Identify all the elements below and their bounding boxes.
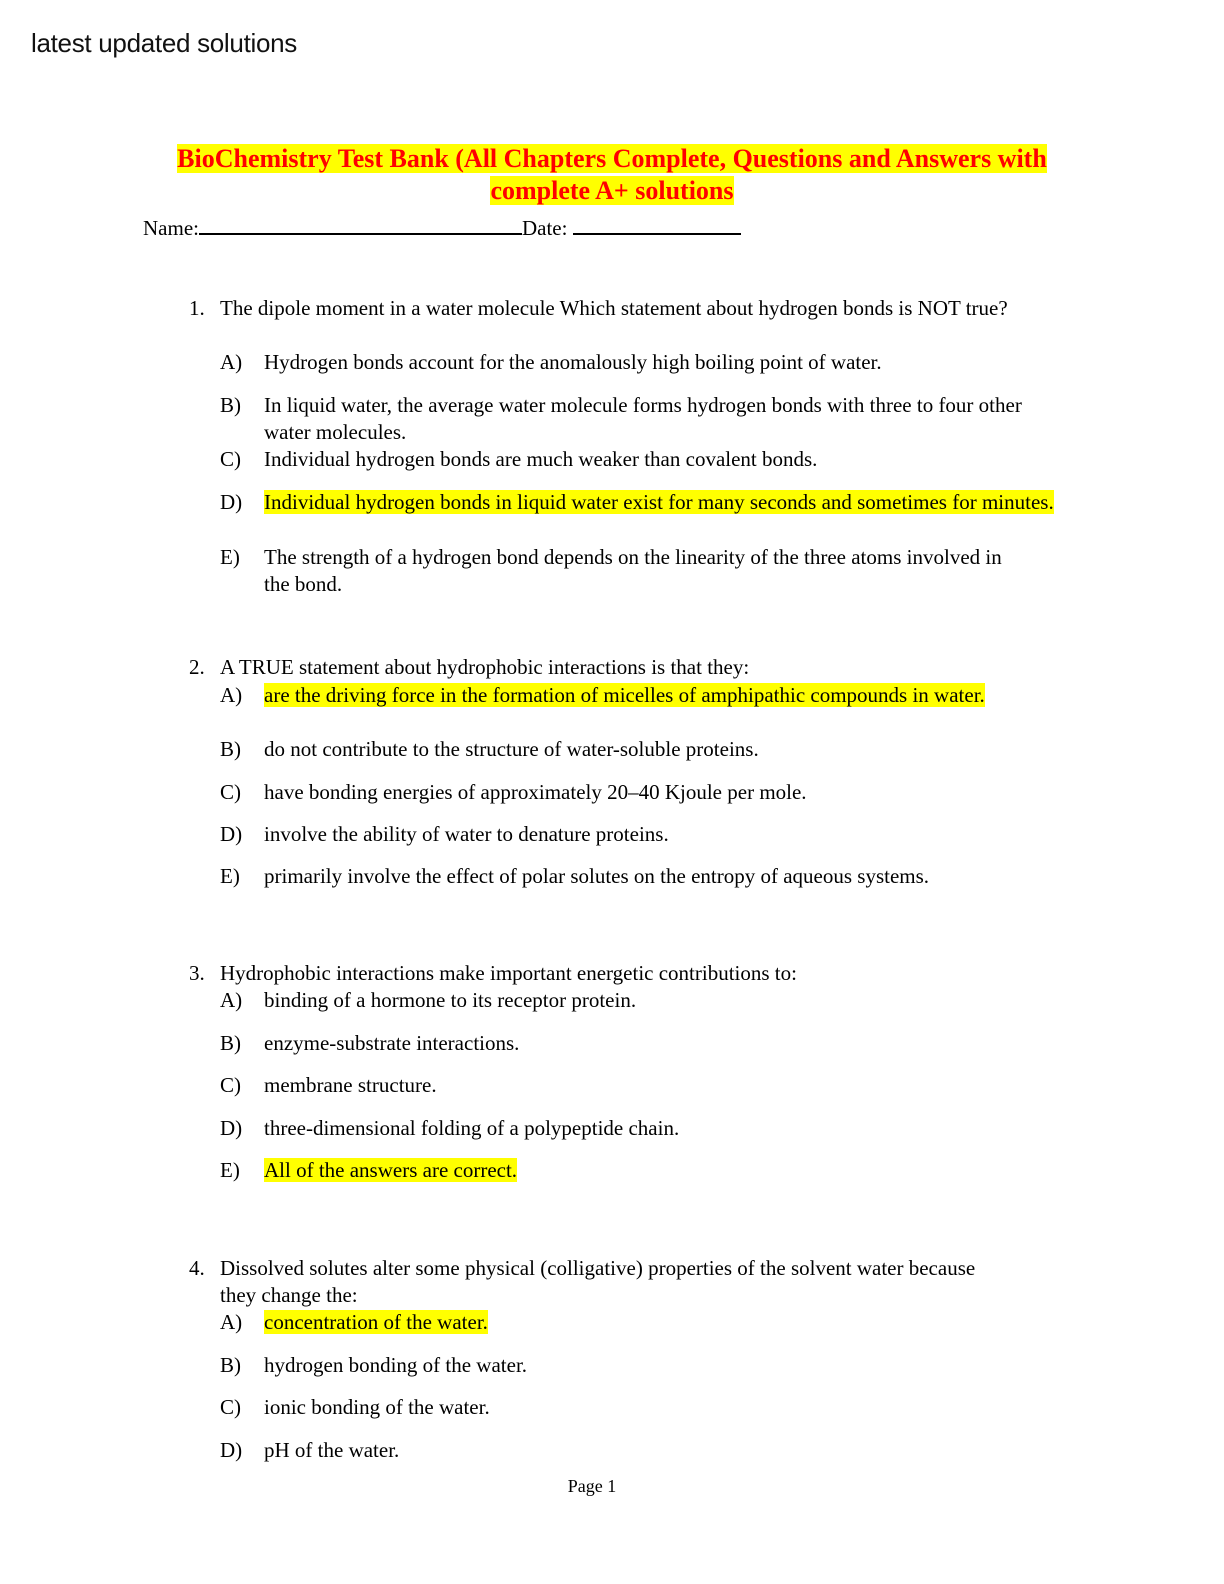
option-letter: B) xyxy=(220,393,241,417)
option-letter: C) xyxy=(220,447,241,471)
option-letter: D) xyxy=(220,1116,243,1140)
question-stem: A TRUE statement about hydrophobic interactions is that they: xyxy=(220,655,750,679)
option-letter: B) xyxy=(220,1353,241,1377)
option-letter: C) xyxy=(220,780,241,804)
option-text-highlighted xyxy=(264,682,1039,709)
option-text: ionic bonding of the water. xyxy=(264,1395,490,1419)
name-date-row xyxy=(143,213,741,241)
option-letter: D) xyxy=(220,490,243,514)
option-letter: E) xyxy=(220,864,240,888)
name-label: Name: xyxy=(143,216,199,240)
option-text: membrane structure. xyxy=(264,1073,437,1097)
name-blank-line xyxy=(199,213,522,235)
question-stem: Dissolved solutes alter some physical (colligative) properties of the solvent water because they change the: xyxy=(220,1256,976,1307)
option-letter: D) xyxy=(220,822,243,846)
question-number: 2. xyxy=(189,655,205,679)
date-blank-line xyxy=(573,213,741,235)
option-letter: B) xyxy=(220,1031,241,1055)
option-text-highlighted xyxy=(264,1309,1054,1336)
answer-highlight: are the driving force in the formation of micelles of amphipathic compounds in water. xyxy=(264,683,985,707)
option-text: In liquid water, the average water molecule forms hydrogen bonds with three to four other water molecules. xyxy=(264,393,1022,444)
option-letter: C) xyxy=(220,1395,241,1419)
option-text: three-dimensional folding of a polypeptide chain. xyxy=(264,1116,680,1140)
option-text: binding of a hormone to its receptor protein. xyxy=(264,988,637,1012)
question-number: 3. xyxy=(189,961,205,985)
option-letter: A) xyxy=(220,988,243,1012)
option-letter: C) xyxy=(220,1073,241,1097)
watermark-text: latest updated solutions xyxy=(31,28,297,58)
option-text: pH of the water. xyxy=(264,1438,400,1462)
option-text: enzyme-substrate interactions. xyxy=(264,1031,520,1055)
option-letter: E) xyxy=(220,1158,240,1182)
option-text: involve the ability of water to denature proteins. xyxy=(264,822,669,846)
question-number: 4. xyxy=(189,1256,205,1280)
answer-highlight: Individual hydrogen bonds in liquid water exist for many seconds and sometimes for minutes. xyxy=(264,490,1054,514)
option-letter: A) xyxy=(220,683,243,707)
option-text-highlighted xyxy=(264,489,1054,516)
question-number: 1. xyxy=(189,296,205,320)
title-line-2: complete A+ solutions xyxy=(490,176,734,205)
answer-highlight: concentration of the water. xyxy=(264,1310,488,1334)
option-text: Individual hydrogen bonds are much weaker than covalent bonds. xyxy=(264,447,818,471)
option-letter: A) xyxy=(220,1310,243,1334)
option-text: Hydrogen bonds account for the anomalously high boiling point of water. xyxy=(264,350,882,374)
option-text: primarily involve the effect of polar solutes on the entropy of aqueous systems. xyxy=(264,864,930,888)
option-text: do not contribute to the structure of water-soluble proteins. xyxy=(264,737,759,761)
option-text-highlighted xyxy=(264,1157,1054,1184)
page-number: Page 1 xyxy=(567,1476,617,1496)
document-title xyxy=(100,143,1124,207)
title-line-1: BioChemistry Test Bank (All Chapters Complete, Questions and Answers with xyxy=(177,144,1047,173)
option-text: hydrogen bonding of the water. xyxy=(264,1353,528,1377)
option-text: The strength of a hydrogen bond depends on the linearity of the three atoms involved in the bond. xyxy=(264,545,1002,596)
option-letter: E) xyxy=(220,545,240,569)
question-stem: Hydrophobic interactions make important energetic contributions to: xyxy=(220,961,797,985)
option-letter: D) xyxy=(220,1438,243,1462)
option-letter: A) xyxy=(220,350,243,374)
question-stem: The dipole moment in a water molecule Which statement about hydrogen bonds is NOT true? xyxy=(220,296,1008,320)
answer-highlight: All of the answers are correct. xyxy=(264,1158,518,1182)
option-letter: B) xyxy=(220,737,241,761)
date-label: Date: xyxy=(521,216,568,240)
page-footer xyxy=(0,1476,1224,1497)
option-text: have bonding energies of approximately 20–40 Kjoule per mole. xyxy=(264,780,807,804)
